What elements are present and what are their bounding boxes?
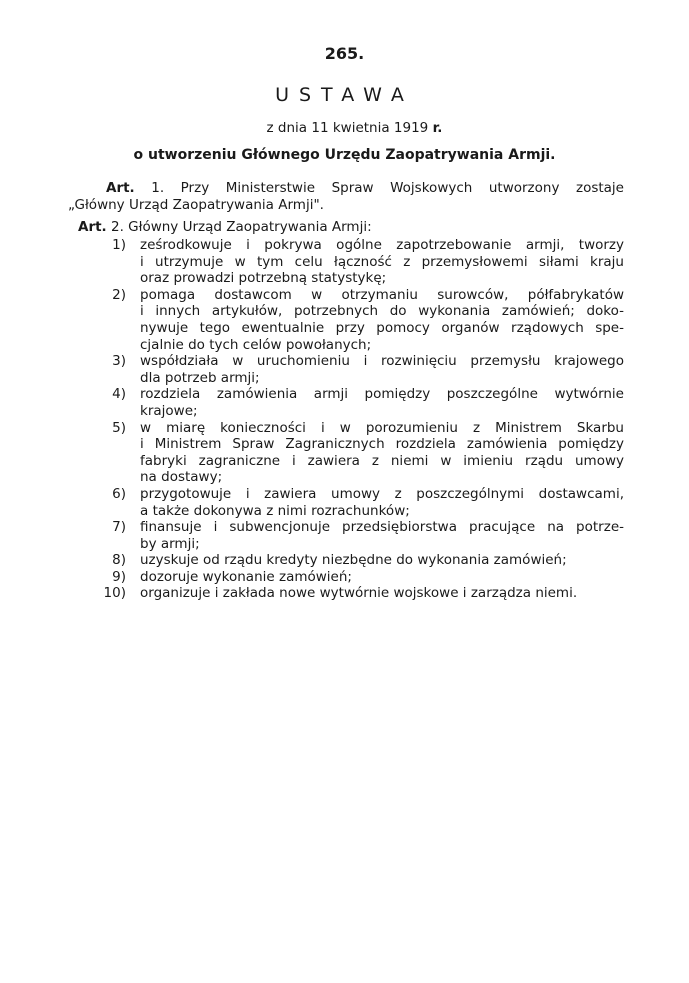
article-1-line-2: „Główny Urząd Zaopatrywania Armji". [68, 197, 324, 213]
item-number: 8) [112, 552, 126, 569]
page-number: 265. [324, 44, 365, 63]
item-line: uzyskuje od rządu kredyty niezbędne do wykonania zamówień; [140, 552, 567, 569]
list-item [92, 585, 624, 602]
list-item [92, 237, 624, 287]
list-item [92, 519, 624, 552]
item-number: 7) [112, 519, 126, 536]
item-line: dla potrzeb armji; [140, 369, 260, 386]
item-line: organizuje i zakłada nowe wytwórnie wojskowe i zarządza niemi. [140, 585, 578, 602]
enactment-date [0, 120, 689, 136]
list-item [92, 552, 624, 569]
document-title: USTAWA [275, 84, 414, 106]
item-line: oraz prowadzi potrzebną statystykę; [140, 270, 387, 287]
item-number: 5) [112, 419, 126, 436]
article-1-line-1 [68, 180, 624, 197]
article-1-text: 1. Przy Ministerstwie Spraw Wojskowych utworzony zostaje [151, 180, 624, 196]
item-line: współdziała w uruchomieniu i rozwinięciu przemysłu krajowego [140, 353, 624, 370]
item-line: by armji; [140, 535, 200, 552]
date-suffix: r. [432, 120, 443, 136]
article-2-head: 2. Główny Urząd Zaopatrywania Armji: [110, 219, 372, 235]
item-number: 4) [112, 386, 126, 403]
article-2-label: Art. [78, 219, 107, 235]
item-line: przygotowuje i zawiera umowy z poszczególnymi dostawcami, [140, 485, 624, 502]
item-number: 2) [112, 286, 126, 303]
item-text [140, 237, 624, 287]
item-line: i innych artykułów, potrzebnych do wykonania zamówień; doko- [140, 303, 624, 320]
item-text [140, 353, 624, 386]
item-number: 3) [112, 353, 126, 370]
list-item [92, 569, 624, 586]
item-number: 1) [112, 237, 126, 253]
list-item [92, 353, 624, 386]
item-line: w miarę konieczności i w porozumieniu z Ministrem Skarbu [140, 419, 624, 436]
item-line: rozdziela zamówienia armji pomiędzy poszczególne wytwórnie [140, 386, 624, 403]
item-number: 6) [112, 485, 126, 502]
item-number: 10) [103, 585, 126, 602]
item-text [140, 420, 624, 486]
item-line: cjalnie do tych celów powołanych; [140, 336, 372, 353]
item-line: nywuje tego ewentualnie przy pomocy organów rządowych spe- [140, 319, 624, 336]
item-line: na dostawy; [140, 469, 223, 486]
item-line: ześrodkowuje i pokrywa ogólne zapotrzebowanie armji, tworzy [140, 237, 624, 253]
item-line: finansuje i subwencjonuje przedsiębiorstwa pracujące na potrze- [140, 519, 624, 536]
item-line: i Ministrem Spraw Zagranicznych rozdziela zamówienia pomiędzy [140, 436, 624, 453]
item-text [140, 486, 624, 519]
article-2-items [92, 237, 624, 602]
item-text [140, 519, 624, 552]
item-line: dozoruje wykonanie zamówień; [140, 568, 352, 585]
document-subtitle: o utworzeniu Głównego Urzędu Zaopatrywania Armji. [133, 147, 556, 163]
item-line: a także dokonywa z nimi rozrachunków; [140, 502, 410, 519]
list-item [92, 287, 624, 353]
list-item [92, 420, 624, 486]
item-line: pomaga dostawcom w otrzymaniu surowców, półfabrykatów [140, 286, 624, 303]
list-item [92, 486, 624, 519]
date-text: z dnia 11 kwietnia 1919 [266, 120, 429, 136]
article-1-label: Art. [106, 180, 135, 196]
item-text [140, 287, 624, 353]
item-line: krajowe; [140, 402, 198, 419]
article-2 [78, 219, 624, 236]
item-text [140, 386, 624, 419]
item-line: fabryki zagraniczne i zawiera z niemi w imieniu rządu umowy [140, 452, 624, 469]
item-line: i utrzymuje w tym celu łączność z przemysłowemi siłami kraju [140, 253, 624, 270]
list-item [92, 386, 624, 419]
article-1 [68, 180, 624, 214]
item-text [140, 569, 624, 586]
item-number: 9) [112, 568, 126, 585]
item-text [140, 552, 624, 569]
item-text [140, 585, 624, 602]
